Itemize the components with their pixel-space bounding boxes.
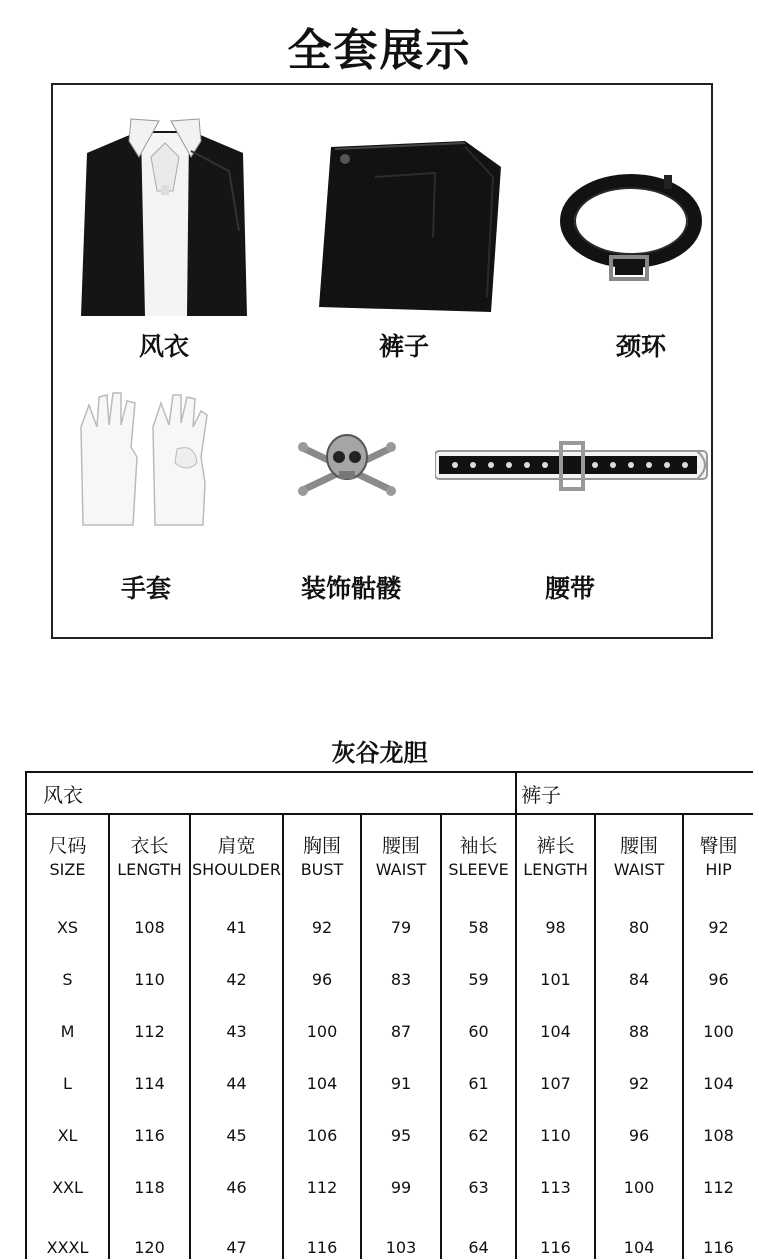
measurement-cell: 80 [595, 901, 683, 953]
section-header-row [26, 772, 753, 814]
size-cell: XL [26, 1109, 109, 1161]
measurement-cell: 116 [516, 1213, 595, 1259]
measurement-cell: 79 [361, 901, 441, 953]
measurement-cell: 96 [283, 953, 361, 1005]
trench-coat-icon [79, 111, 249, 321]
choker-icon [559, 173, 704, 293]
measurement-cell: 118 [109, 1161, 190, 1213]
pants-icon [315, 137, 505, 312]
col-header-coat-length: 衣长 LENGTH [109, 814, 190, 901]
measurement-cell: 99 [361, 1161, 441, 1213]
measurement-cell: 95 [361, 1109, 441, 1161]
item-label-belt: 腰带 [544, 574, 595, 603]
measurement-cell: 112 [283, 1161, 361, 1213]
col-header-sleeve: 袖长 SLEEVE [441, 814, 516, 901]
measurement-cell: 91 [361, 1057, 441, 1109]
measurement-cell: 96 [683, 953, 753, 1005]
col-header-shoulder: 肩宽 SHOULDER [190, 814, 283, 901]
measurement-cell: 61 [441, 1057, 516, 1109]
measurement-cell: 88 [595, 1005, 683, 1057]
measurement-cell: 100 [283, 1005, 361, 1057]
size-cell: L [26, 1057, 109, 1109]
size-chart-table [25, 771, 753, 1259]
measurement-cell: 108 [683, 1109, 753, 1161]
measurement-cell: 110 [109, 953, 190, 1005]
item-label-pants: 裤子 [378, 332, 429, 361]
col-header-hip: 臀围 HIP [683, 814, 753, 901]
measurement-cell: 45 [190, 1109, 283, 1161]
measurement-cell: 96 [595, 1109, 683, 1161]
measurement-cell: 104 [516, 1005, 595, 1057]
section-coat: 风衣 [26, 772, 516, 814]
size-cell: S [26, 953, 109, 1005]
measurement-cell: 59 [441, 953, 516, 1005]
measurement-cell: 104 [683, 1057, 753, 1109]
table-row [26, 901, 753, 953]
item-label-gloves: 手套 [120, 574, 171, 603]
table-title: 灰谷龙胆 [331, 739, 428, 767]
section-pants: 裤子 [516, 772, 753, 814]
measurement-cell: 63 [441, 1161, 516, 1213]
measurement-cell: 108 [109, 901, 190, 953]
measurement-cell: 92 [595, 1057, 683, 1109]
measurement-cell: 60 [441, 1005, 516, 1057]
table-row [26, 1161, 753, 1213]
measurement-cell: 47 [190, 1213, 283, 1259]
col-header-pants-waist: 腰围 WAIST [595, 814, 683, 901]
item-label-skull: 装饰骷髅 [300, 574, 401, 603]
col-header-size: 尺码 SIZE [26, 814, 109, 901]
measurement-cell: 112 [109, 1005, 190, 1057]
measurement-cell: 41 [190, 901, 283, 953]
page-title: 全套展示 [287, 25, 472, 76]
gloves-icon [77, 387, 212, 527]
product-showcase [51, 83, 713, 639]
col-header-coat-waist: 腰围 WAIST [361, 814, 441, 901]
measurement-cell: 44 [190, 1057, 283, 1109]
measurement-cell: 100 [683, 1005, 753, 1057]
measurement-cell: 120 [109, 1213, 190, 1259]
measurement-cell: 110 [516, 1109, 595, 1161]
col-header-pants-length: 裤长 LENGTH [516, 814, 595, 901]
skull-ornament-icon [297, 427, 397, 497]
table-row [26, 1005, 753, 1057]
measurement-cell: 83 [361, 953, 441, 1005]
measurement-cell: 116 [109, 1109, 190, 1161]
col-header-bust: 胸围 BUST [283, 814, 361, 901]
measurement-cell: 112 [683, 1161, 753, 1213]
table-row [26, 953, 753, 1005]
size-cell: M [26, 1005, 109, 1057]
item-label-coat: 风衣 [138, 332, 189, 361]
table-row [26, 1057, 753, 1109]
size-cell: XXL [26, 1161, 109, 1213]
column-header-row [26, 814, 753, 901]
measurement-cell: 116 [683, 1213, 753, 1259]
measurement-cell: 100 [595, 1161, 683, 1213]
size-cell: XXXL [26, 1213, 109, 1259]
item-label-choker: 颈环 [615, 332, 666, 361]
measurement-cell: 113 [516, 1161, 595, 1213]
measurement-cell: 98 [516, 901, 595, 953]
measurement-cell: 104 [283, 1057, 361, 1109]
measurement-cell: 43 [190, 1005, 283, 1057]
measurement-cell: 101 [516, 953, 595, 1005]
measurement-cell: 92 [283, 901, 361, 953]
measurement-cell: 114 [109, 1057, 190, 1109]
measurement-cell: 58 [441, 901, 516, 953]
measurement-cell: 92 [683, 901, 753, 953]
table-row [26, 1109, 753, 1161]
measurement-cell: 64 [441, 1213, 516, 1259]
measurement-cell: 87 [361, 1005, 441, 1057]
measurement-cell: 107 [516, 1057, 595, 1109]
measurement-cell: 104 [595, 1213, 683, 1259]
measurement-cell: 46 [190, 1161, 283, 1213]
measurement-cell: 62 [441, 1109, 516, 1161]
belt-icon [435, 437, 713, 497]
measurement-cell: 103 [361, 1213, 441, 1259]
size-cell: XS [26, 901, 109, 953]
measurement-cell: 116 [283, 1213, 361, 1259]
measurement-cell: 84 [595, 953, 683, 1005]
measurement-cell: 42 [190, 953, 283, 1005]
measurement-cell: 106 [283, 1109, 361, 1161]
table-row [26, 1213, 753, 1259]
